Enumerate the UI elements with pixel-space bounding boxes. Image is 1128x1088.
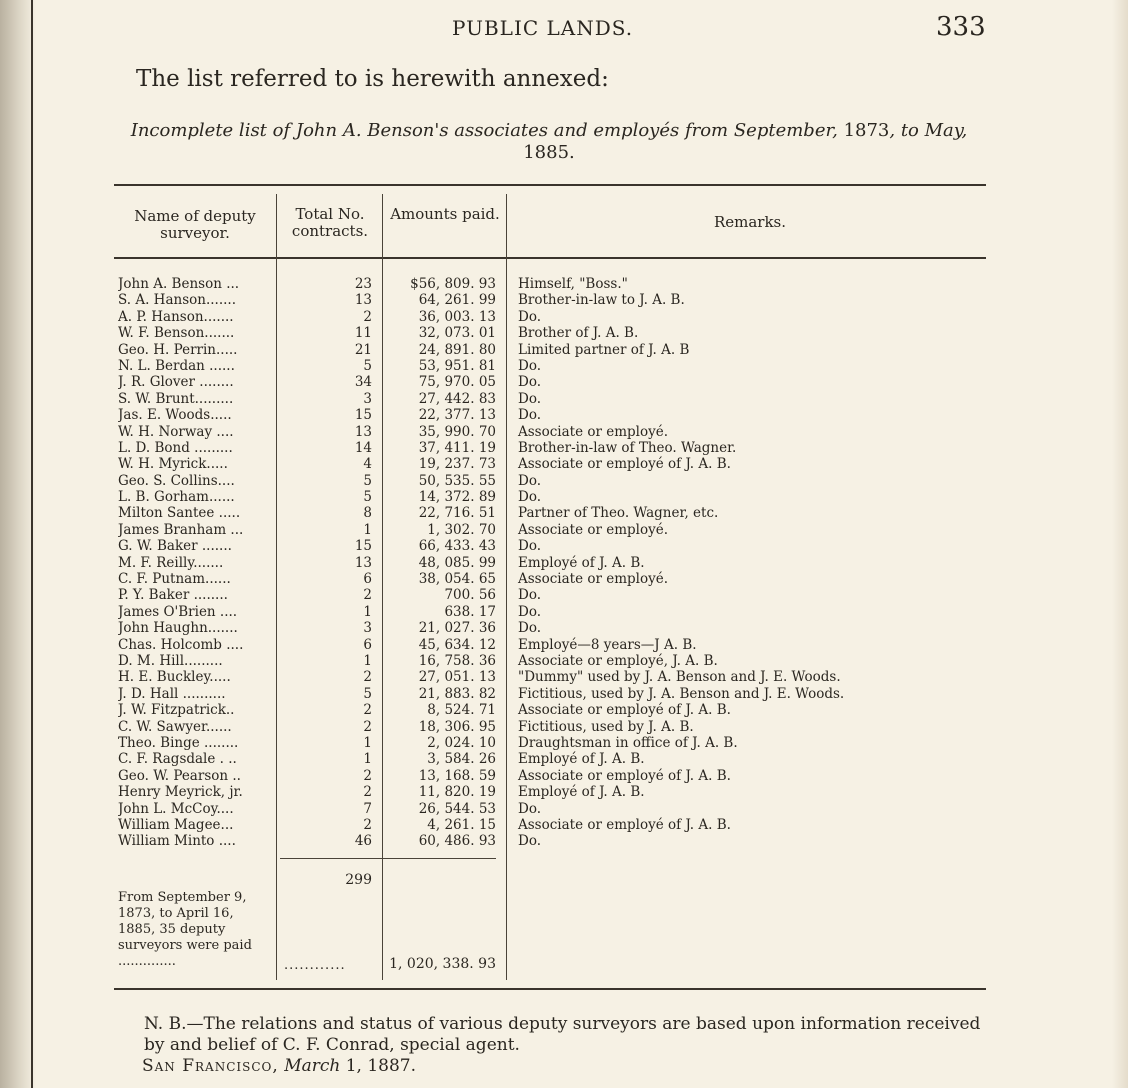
amount-paid: 37, 411. 19 xyxy=(418,439,496,456)
table-row xyxy=(114,702,986,718)
amount-paid: 21, 883. 82 xyxy=(418,685,496,702)
surveyor-name: N. L. Berdan ...... xyxy=(118,357,235,374)
remark: Draughtsman in office of J. A. B. xyxy=(518,734,738,751)
surveyor-name: W. H. Norway .... xyxy=(118,423,234,440)
surveyor-name: John L. McCoy.... xyxy=(118,800,234,817)
caption-text-end: , to May, xyxy=(889,120,968,141)
remark: Associate or employé. xyxy=(518,571,669,588)
table-row xyxy=(114,719,986,735)
contract-count: 5 xyxy=(363,357,372,374)
surveyor-name: C. W. Sawyer...... xyxy=(118,718,232,735)
remark: Do. xyxy=(518,472,542,489)
amount-paid: 14, 372. 89 xyxy=(418,489,496,506)
contract-count: 34 xyxy=(354,374,372,391)
amount-paid: 22, 716. 51 xyxy=(418,505,496,522)
surveyor-name: Milton Santee ..... xyxy=(118,505,241,522)
amount-paid: 38, 054. 65 xyxy=(418,571,496,588)
sign-month: March xyxy=(284,1056,341,1076)
table-row xyxy=(114,801,986,817)
contract-count: 2 xyxy=(363,308,372,325)
remark: Associate or employé of J. A. B. xyxy=(518,702,731,719)
table-row xyxy=(114,407,986,423)
table-row xyxy=(114,325,986,341)
surveyor-table xyxy=(114,184,986,990)
contract-count: 8 xyxy=(363,505,372,522)
remark: Do. xyxy=(518,374,542,391)
amount-paid: 638. 17 xyxy=(444,603,496,620)
table-bottom-rule xyxy=(114,988,986,990)
amount-paid: 27, 051. 13 xyxy=(418,669,496,686)
table-row xyxy=(114,292,986,308)
surveyor-name: Geo. S. Collins.... xyxy=(118,472,235,489)
contract-count: 46 xyxy=(354,833,372,850)
remark: Himself, "Boss." xyxy=(518,276,628,292)
signature-line xyxy=(142,1056,416,1076)
amount-paid: $56, 809. 93 xyxy=(410,276,496,292)
table-row xyxy=(114,686,986,702)
surveyor-name: James Branham ... xyxy=(118,521,244,538)
amount-paid: 11, 820. 19 xyxy=(418,784,496,801)
table-row xyxy=(114,620,986,636)
remark: Do. xyxy=(518,308,542,325)
remark: Do. xyxy=(518,390,542,407)
contract-count: 1 xyxy=(363,652,372,669)
contract-count: 2 xyxy=(363,767,372,784)
table-row xyxy=(114,538,986,554)
remark: Do. xyxy=(518,620,542,637)
surveyor-name: S. A. Hanson....... xyxy=(118,292,236,309)
surveyor-name: M. F. Reilly....... xyxy=(118,554,224,571)
amount-paid: 22, 377. 13 xyxy=(418,407,496,424)
contract-count: 5 xyxy=(363,685,372,702)
contract-count: 15 xyxy=(354,407,372,424)
remark: Do. xyxy=(518,587,542,604)
contract-count: 2 xyxy=(363,718,372,735)
intro-line: The list referred to is herewith annexed: xyxy=(136,66,609,92)
page-number: 333 xyxy=(936,12,986,42)
table-row xyxy=(114,768,986,784)
remark: Do. xyxy=(518,407,542,424)
contract-count: 13 xyxy=(354,292,372,309)
remark: Do. xyxy=(518,489,542,506)
amount-paid: 1, 302. 70 xyxy=(427,521,496,538)
surveyor-name: Chas. Holcomb .... xyxy=(118,636,244,653)
contract-count: 23 xyxy=(354,276,372,292)
amount-paid: 2, 024. 10 xyxy=(427,734,496,751)
caption-text: Incomplete list of John A. Benson's associates and employés from September, xyxy=(130,120,838,141)
table-body xyxy=(114,276,986,850)
note-text: N. B.—The relations and status of various deputy surveyors are based upon information received by and belief of C. F. Conrad, special agent. xyxy=(144,1014,981,1055)
surveyor-name: C. F. Ragsdale . .. xyxy=(118,751,237,768)
contract-count: 5 xyxy=(363,472,372,489)
contract-count: 4 xyxy=(363,456,372,473)
table-row xyxy=(114,735,986,751)
table-row xyxy=(114,817,986,833)
contract-count: 14 xyxy=(354,439,372,456)
caption-year-start: 1873 xyxy=(843,120,890,141)
surveyor-name: Geo. W. Pearson .. xyxy=(118,767,241,784)
surveyor-name: C. F. Putnam...... xyxy=(118,571,231,588)
contract-count: 6 xyxy=(363,571,372,588)
surveyor-name: L. D. Bond ......... xyxy=(118,439,233,456)
remark: Associate or employé, J. A. B. xyxy=(518,652,718,669)
remark: Fictitious, used by J. A. Benson and J. E. Woods. xyxy=(518,685,845,702)
amount-paid: 45, 634. 12 xyxy=(418,636,496,653)
amount-paid: 700. 56 xyxy=(444,587,496,604)
caption-year-end: 1885. xyxy=(523,142,575,163)
binding-edge-line xyxy=(31,0,33,1088)
surveyor-name: G. W. Baker ....... xyxy=(118,538,232,555)
table-row xyxy=(114,342,986,358)
surveyor-name: L. B. Gorham...... xyxy=(118,489,235,506)
table-row xyxy=(114,309,986,325)
surveyor-name: J. R. Glover ........ xyxy=(118,374,234,391)
sign-city: San Francisco, xyxy=(142,1056,279,1076)
remark: Partner of Theo. Wagner, etc. xyxy=(518,505,719,522)
amount-paid: 26, 544. 53 xyxy=(418,800,496,817)
table-row xyxy=(114,784,986,800)
table-row xyxy=(114,489,986,505)
amount-paid: 4, 261. 15 xyxy=(427,816,496,833)
remark: Employé of J. A. B. xyxy=(518,751,645,768)
contract-count: 2 xyxy=(363,816,372,833)
contract-count: 2 xyxy=(363,587,372,604)
amount-paid: 18, 306. 95 xyxy=(418,718,496,735)
contract-count: 3 xyxy=(363,620,372,637)
contract-count: 13 xyxy=(354,423,372,440)
remark: Associate or employé. xyxy=(518,521,669,538)
contract-count: 11 xyxy=(354,325,372,342)
surveyor-name: Geo. H. Perrin..... xyxy=(118,341,238,358)
amount-paid: 53, 951. 81 xyxy=(418,357,496,374)
amount-paid: 8, 524. 71 xyxy=(427,702,496,719)
surveyor-name: H. E. Buckley..... xyxy=(118,669,231,686)
contract-count: 2 xyxy=(363,669,372,686)
remark: Do. xyxy=(518,800,542,817)
amount-paid: 48, 085. 99 xyxy=(418,554,496,571)
amount-paid: 60, 486. 93 xyxy=(418,833,496,850)
table-row xyxy=(114,440,986,456)
remark: Employé of J. A. B. xyxy=(518,784,645,801)
contract-count: 3 xyxy=(363,390,372,407)
surveyor-name: D. M. Hill......... xyxy=(118,652,223,669)
table-row xyxy=(114,374,986,390)
remark: Do. xyxy=(518,538,542,555)
surveyor-name: W. H. Myrick..... xyxy=(118,456,228,473)
total-label: From September 9, 1873, to April 16, 1885, 35 deputy surveyors were paid .............. xyxy=(118,890,252,969)
remark: Employé—8 years—J A. B. xyxy=(518,636,697,653)
table-row xyxy=(114,505,986,521)
grand-total: 1, 020, 338. 93 xyxy=(389,956,496,972)
table-header-rule xyxy=(114,257,986,259)
page-right-edge xyxy=(1112,0,1128,1088)
contract-count: 15 xyxy=(354,538,372,555)
remark: Do. xyxy=(518,603,542,620)
table-row xyxy=(114,522,986,538)
header-name: Name of deputy surveyor. xyxy=(134,207,256,242)
table-row xyxy=(114,637,986,653)
contract-count: 2 xyxy=(363,702,372,719)
contract-count: 13 xyxy=(354,554,372,571)
surveyor-name: James O'Brien .... xyxy=(118,603,238,620)
table-row xyxy=(114,276,986,292)
surveyor-name: A. P. Hanson....... xyxy=(118,308,234,325)
dot-leader: ............ xyxy=(284,958,346,973)
header-remarks: Remarks. xyxy=(713,213,787,231)
amount-paid: 13, 168. 59 xyxy=(418,767,496,784)
remark: Brother of J. A. B. xyxy=(518,325,639,342)
header-amounts: Amounts paid. xyxy=(390,205,500,223)
remark: Do. xyxy=(518,833,542,850)
amount-paid: 75, 970. 05 xyxy=(418,374,496,391)
amount-paid: 66, 433. 43 xyxy=(418,538,496,555)
table-row xyxy=(114,391,986,407)
table-row xyxy=(114,456,986,472)
table-row xyxy=(114,833,986,849)
note-paragraph xyxy=(124,1014,990,1056)
sum-rule xyxy=(280,858,496,859)
table-row xyxy=(114,653,986,669)
amount-paid: 50, 535. 55 xyxy=(418,472,496,489)
remark: Fictitious, used by J. A. B. xyxy=(518,718,694,735)
running-head: PUBLIC LANDS. xyxy=(452,16,634,40)
surveyor-name: Henry Meyrick, jr. xyxy=(118,784,243,801)
amount-paid: 27, 442. 83 xyxy=(418,390,496,407)
table-row xyxy=(114,424,986,440)
remark: Associate or employé of J. A. B. xyxy=(518,767,731,784)
surveyor-name: John Haughn....... xyxy=(118,620,238,637)
amount-paid: 32, 073. 01 xyxy=(418,325,496,342)
surveyor-name: P. Y. Baker ........ xyxy=(118,587,228,604)
contract-count: 7 xyxy=(363,800,372,817)
amount-paid: 16, 758. 36 xyxy=(418,652,496,669)
remark: Associate or employé of J. A. B. xyxy=(518,816,731,833)
surveyor-name: John A. Benson ... xyxy=(118,276,240,292)
contract-count: 21 xyxy=(354,341,372,358)
total-contracts: 299 xyxy=(345,872,372,888)
surveyor-name: J. D. Hall .......... xyxy=(118,685,226,702)
remark: Brother-in-law to J. A. B. xyxy=(518,292,685,309)
contract-count: 1 xyxy=(363,521,372,538)
contract-count: 1 xyxy=(363,734,372,751)
table-row xyxy=(114,358,986,374)
contract-count: 2 xyxy=(363,784,372,801)
surveyor-name: William Minto .... xyxy=(118,833,236,850)
table-top-rule xyxy=(114,184,986,186)
amount-paid: 64, 261. 99 xyxy=(418,292,496,309)
remark: Do. xyxy=(518,357,542,374)
surveyor-name: S. W. Brunt......... xyxy=(118,390,234,407)
surveyor-name: W. F. Benson....... xyxy=(118,325,235,342)
remark: Employé of J. A. B. xyxy=(518,554,645,571)
amount-paid: 21, 027. 36 xyxy=(418,620,496,637)
surveyor-name: William Magee... xyxy=(118,816,234,833)
sign-year: 1, 1887. xyxy=(345,1056,417,1076)
amount-paid: 35, 990. 70 xyxy=(418,423,496,440)
surveyor-name: Theo. Binge ........ xyxy=(118,734,239,751)
table-row xyxy=(114,555,986,571)
remark: Limited partner of J. A. B xyxy=(518,341,690,358)
table-row xyxy=(114,587,986,603)
amount-paid: 24, 891. 80 xyxy=(418,341,496,358)
surveyor-name: Jas. E. Woods..... xyxy=(118,407,232,424)
table-row xyxy=(114,669,986,685)
contract-count: 1 xyxy=(363,603,372,620)
remark: Brother-in-law of Theo. Wagner. xyxy=(518,439,737,456)
table-row xyxy=(114,751,986,767)
table-row xyxy=(114,604,986,620)
table-row xyxy=(114,473,986,489)
table-caption xyxy=(104,120,994,164)
table-row xyxy=(114,571,986,587)
header-contracts: Total No. contracts. xyxy=(291,205,369,240)
contract-count: 5 xyxy=(363,489,372,506)
remark: "Dummy" used by J. A. Benson and J. E. Woods. xyxy=(518,669,841,686)
remark: Associate or employé. xyxy=(518,423,669,440)
surveyor-name: J. W. Fitzpatrick.. xyxy=(118,702,235,719)
contract-count: 1 xyxy=(363,751,372,768)
amount-paid: 3, 584. 26 xyxy=(427,751,496,768)
amount-paid: 36, 003. 13 xyxy=(418,308,496,325)
amount-paid: 19, 237. 73 xyxy=(418,456,496,473)
remark: Associate or employé of J. A. B. xyxy=(518,456,731,473)
contract-count: 6 xyxy=(363,636,372,653)
